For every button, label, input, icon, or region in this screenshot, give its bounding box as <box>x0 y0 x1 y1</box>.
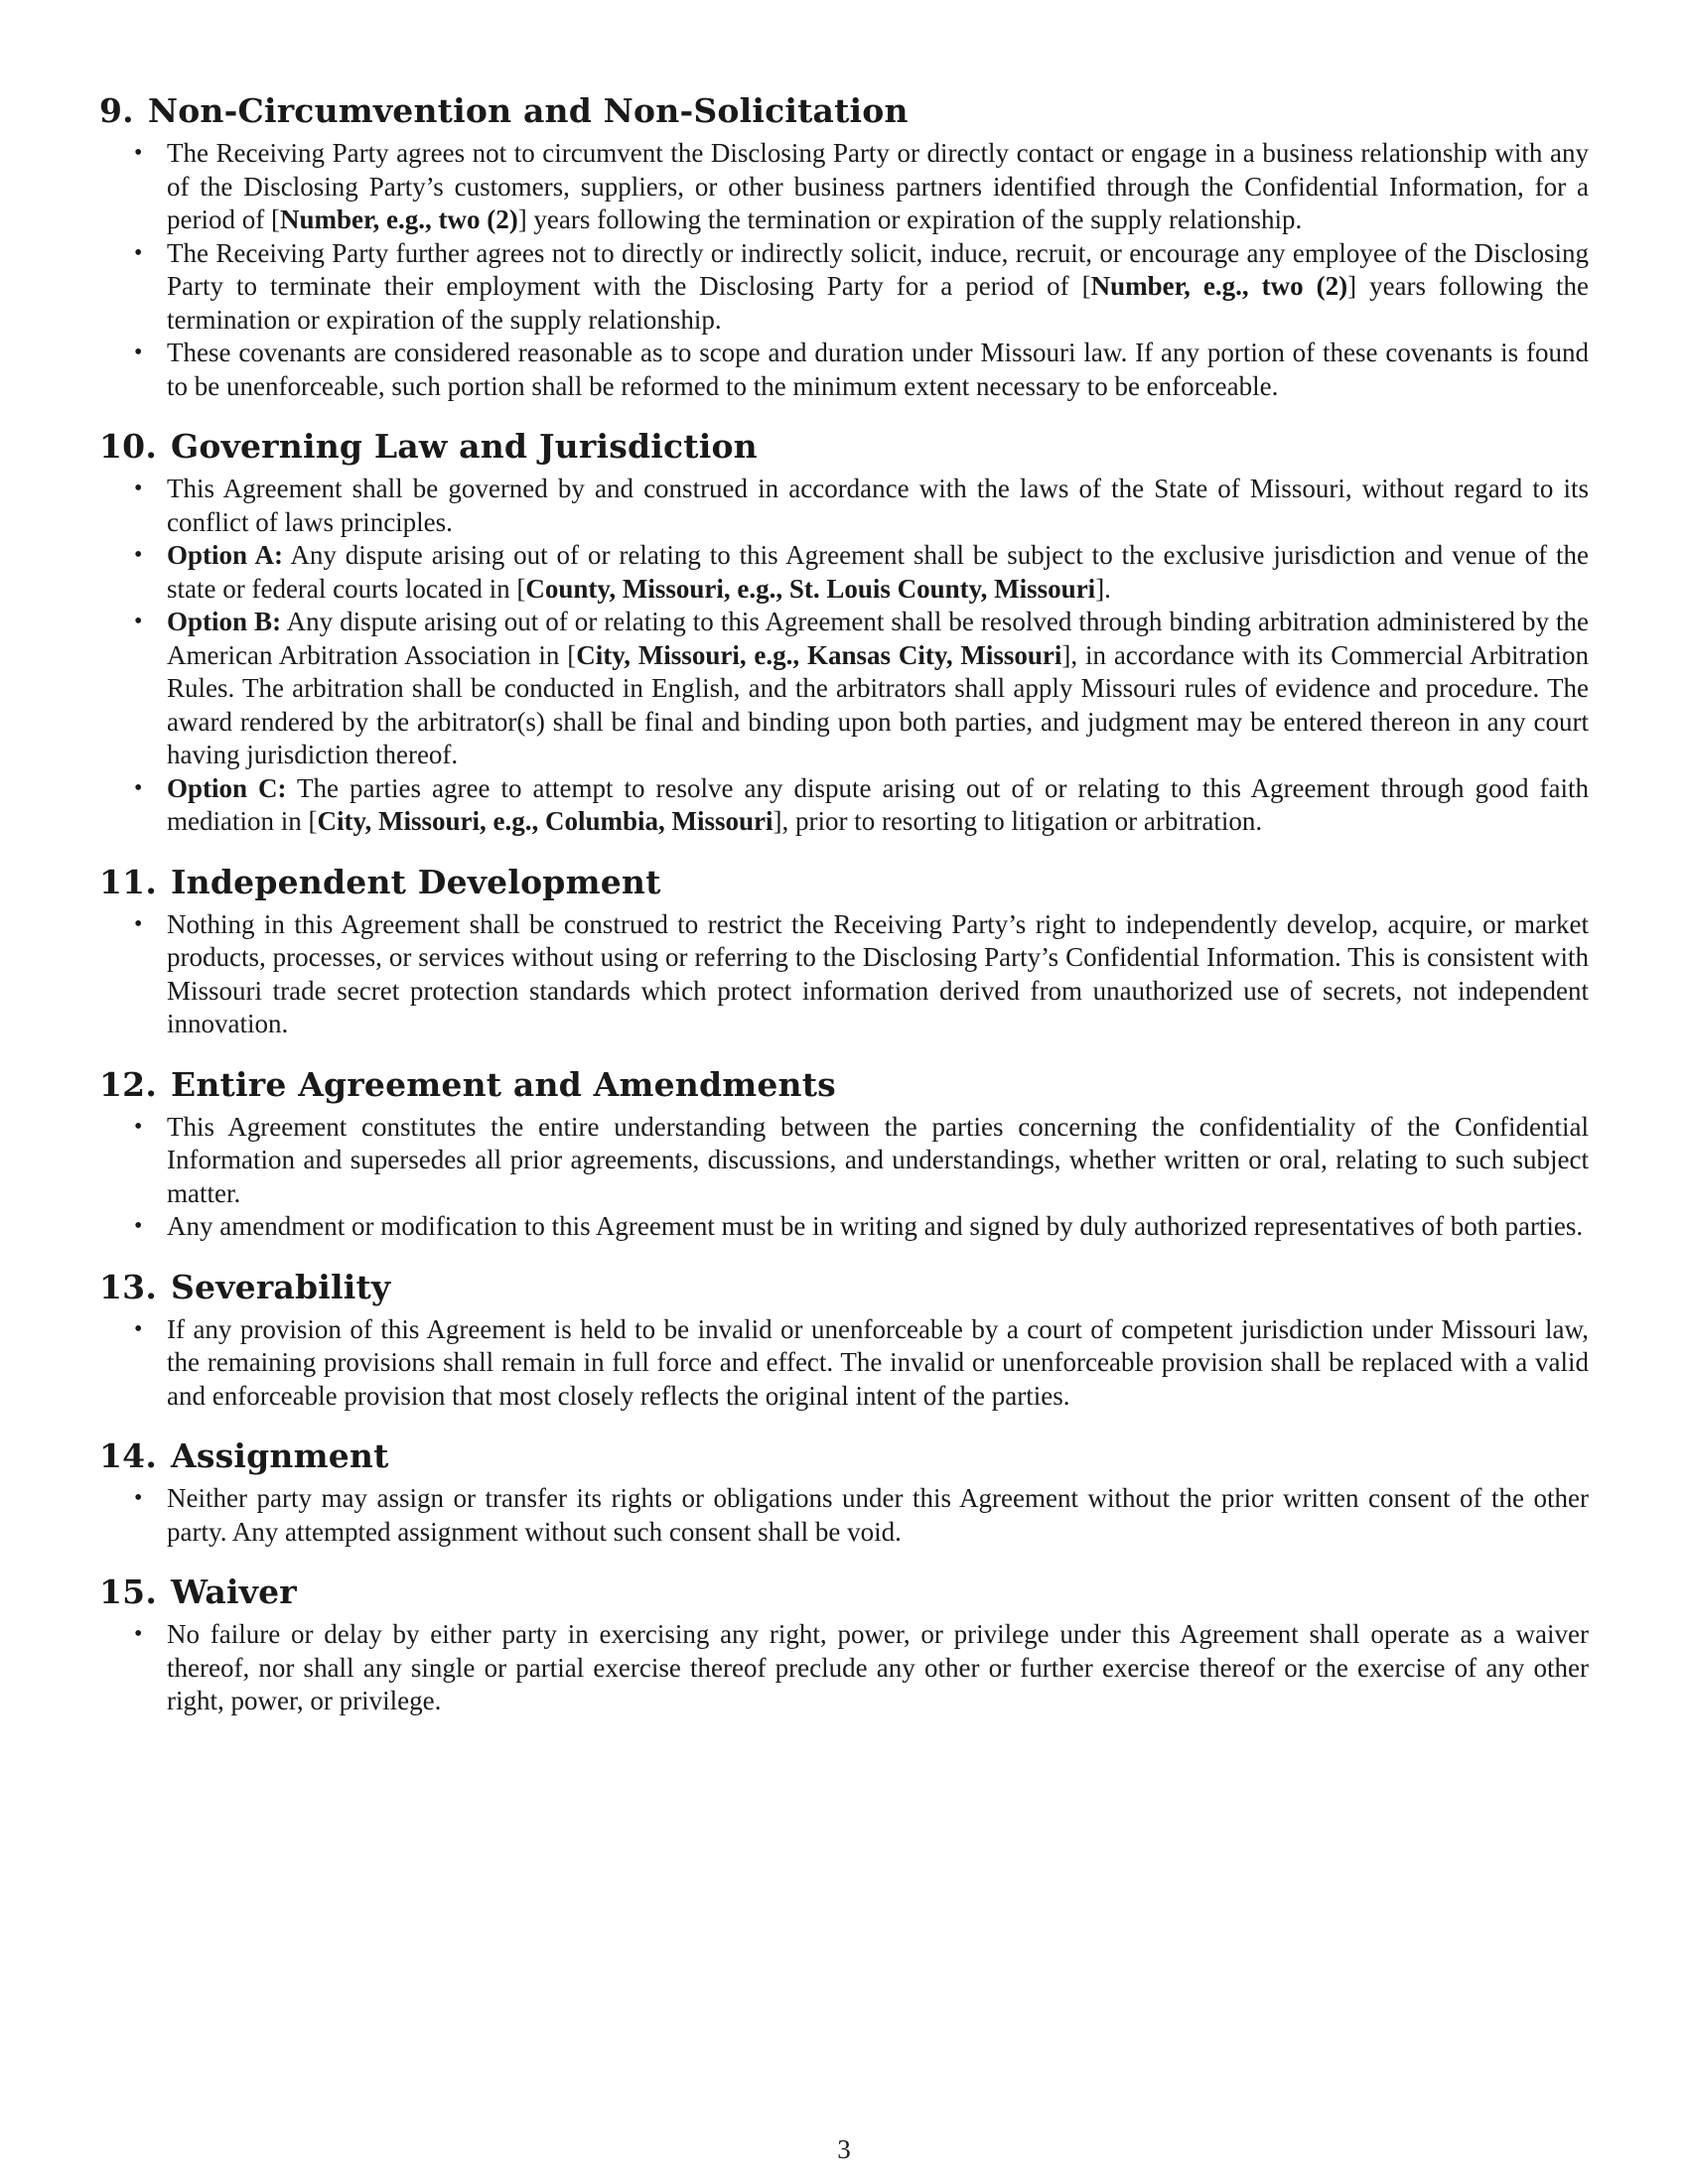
section-number: 15. <box>99 1572 158 1611</box>
clause-item <box>99 908 1589 1041</box>
clause-text: ], in accordance with its Commercial Arbitration Rules. The arbitration shall be conducted in English, and the arbitrators shall apply Missouri rules of evidence and procedure. The award rendered by the arbitrator(s) shall be final and binding upon both parties, and judgment may be entered thereon in any court having jurisdiction thereof. <box>167 639 1589 769</box>
page-number: 3 <box>837 2134 851 2164</box>
section-heading <box>99 1266 1589 1309</box>
section-heading <box>99 89 1589 133</box>
clause-emphasis: City, Missouri, e.g., Columbia, Missouri <box>317 806 774 836</box>
clause-emphasis: City, Missouri, e.g., Kansas City, Missouri <box>576 639 1062 670</box>
bullet-icon: • <box>134 774 143 801</box>
clause-text: Neither party may assign or transfer its rights or obligations under this Agreement without the prior written consent of the other party. Any attempted assignment without such consent shall be void. <box>167 1483 1589 1547</box>
clause-item <box>99 337 1589 403</box>
clause-emphasis: Option B: <box>167 607 282 636</box>
clause-item <box>99 237 1589 338</box>
section-title: Governing Law and Jurisdiction <box>171 427 758 466</box>
section <box>99 89 1589 403</box>
document-page <box>99 89 1589 1740</box>
section <box>99 1434 1589 1549</box>
section-number: 11. <box>99 862 158 901</box>
clause-text: No failure or delay by either party in exercising any right, power, or privilege under this Agreement shall operate as a waiver thereof, nor shall any single or partial exercise thereof preclude any other or further exercise thereof or the exercise of any other right, power, or privilege. <box>167 1619 1589 1715</box>
sections-container <box>99 89 1589 1718</box>
bullet-icon: • <box>134 476 143 501</box>
clause-emphasis: Option A: <box>167 540 283 570</box>
clause-text: If any provision of this Agreement is held to be invalid or unenforceable by a court of competent jurisdiction under Missouri law, the remaining provisions shall remain in full force and effect. The invalid or unenforceable provision shall be replaced with a valid and enforceable provision that most closely reflects the original intent of the parties. <box>167 1313 1589 1411</box>
clause-text: This Agreement shall be governed by and construed in accordance with the laws of the State of Missouri, without regard to its conflict of laws principles. <box>167 474 1589 537</box>
clause-text: Any dispute arising out of or relating to this Agreement shall be subject to the exclusive jurisdiction and venue of the state or federal courts located in [ <box>167 540 1589 604</box>
clause-text: The Receiving Party further agrees not to directly or indirectly solicit, induce, recruit, or encourage any employee of the Disclosing Party to terminate their employment with the Disclosing Party for a period of [ <box>167 237 1589 301</box>
section-title: Non-Circumvention and Non-Solicitation <box>147 91 909 130</box>
clause-list <box>99 1111 1589 1244</box>
clause-item <box>99 1618 1589 1718</box>
clause-text: ] years following the termination or expiration of the supply relationship. <box>517 205 1303 234</box>
clause-list <box>99 473 1589 839</box>
section-number: 13. <box>99 1267 158 1306</box>
clause-item <box>99 1210 1589 1244</box>
section <box>99 1266 1589 1414</box>
clause-item <box>99 1482 1589 1549</box>
clause-item <box>99 539 1589 606</box>
clause-list <box>99 137 1589 403</box>
section-title: Severability <box>171 1267 391 1306</box>
clause-emphasis: Number, e.g., two (2) <box>1090 271 1348 301</box>
section-number: 14. <box>99 1436 158 1475</box>
section-heading <box>99 425 1589 469</box>
clause-item <box>99 772 1589 839</box>
section-title: Waiver <box>171 1572 297 1611</box>
bullet-icon: • <box>134 1213 143 1239</box>
section-number: 10. <box>99 427 158 466</box>
bullet-icon: • <box>134 1315 143 1342</box>
clause-text: The parties agree to attempt to resolve any dispute arising out of or relating to this Agreement through good faith mediation in [ <box>167 772 1589 836</box>
clause-item <box>99 137 1589 237</box>
clause-emphasis: Option C: <box>167 772 287 803</box>
clause-item <box>99 1111 1589 1211</box>
section <box>99 861 1589 1041</box>
section <box>99 425 1589 839</box>
clause-text: ], prior to resorting to litigation or arbitration. <box>773 806 1263 836</box>
clause-text: This Agreement constitutes the entire understanding between the parties concerning the confidentiality of the Confidential Information and supersedes all prior agreements, discussions, and understandings, whether written or oral, relating to such subject matter. <box>167 1111 1589 1208</box>
bullet-icon: • <box>134 1621 143 1647</box>
bullet-icon: • <box>134 239 143 266</box>
section-number: 9. <box>99 91 134 130</box>
clause-emphasis: Number, e.g., two (2) <box>279 205 518 234</box>
section-heading <box>99 1063 1589 1107</box>
section <box>99 1570 1589 1718</box>
clause-list <box>99 1313 1589 1414</box>
bullet-icon: • <box>134 140 143 166</box>
section-title: Assignment <box>171 1436 389 1475</box>
section-heading <box>99 861 1589 904</box>
section-heading <box>99 1434 1589 1478</box>
section-number: 12. <box>99 1064 158 1104</box>
clause-list <box>99 1482 1589 1549</box>
bullet-icon: • <box>134 340 143 365</box>
clause-text: Any amendment or modification to this Agreement must be in writing and signed by duly authorized representatives of both parties. <box>167 1211 1584 1241</box>
bullet-icon: • <box>134 542 143 568</box>
bullet-icon: • <box>134 1113 143 1140</box>
bullet-icon: • <box>134 910 143 937</box>
bullet-icon: • <box>134 609 143 634</box>
section <box>99 1063 1589 1244</box>
clause-text: Nothing in this Agreement shall be construed to restrict the Receiving Party’s right to independently develop, acquire, or market products, processes, or services without using or referring to the Disclosing Party’s Confidential Information. This is consistent with Missouri trade secret protection standards which protect information derived from unauthorized use of secrets, not independent innovation. <box>167 908 1589 1038</box>
clause-list <box>99 1618 1589 1718</box>
clause-item <box>99 606 1589 772</box>
clause-text: ] years following the termination or expiration of the supply relationship. <box>167 271 1589 335</box>
clause-emphasis: County, Missouri, e.g., St. Louis County, Missouri <box>525 573 1096 604</box>
clause-item <box>99 473 1589 539</box>
section-title: Entire Agreement and Amendments <box>171 1064 836 1104</box>
clause-text: ]. <box>1095 573 1111 604</box>
section-title: Independent Development <box>171 862 661 901</box>
clause-item <box>99 1313 1589 1414</box>
clause-list <box>99 908 1589 1041</box>
bullet-icon: • <box>134 1485 143 1511</box>
section-heading <box>99 1570 1589 1614</box>
clause-text: The Receiving Party agrees not to circumvent the Disclosing Party or directly contact or engage in a business relationship with any of the Disclosing Party’s customers, suppliers, or other business partners identified through the Confidential Information, for a period of [ <box>167 138 1589 234</box>
clause-text: Any dispute arising out of or relating to this Agreement shall be resolved through binding arbitration administered by the American Arbitration Association in [ <box>167 607 1589 670</box>
clause-text: These covenants are considered reasonable as to scope and duration under Missouri law. If any portion of these covenants is found to be unenforceable, such portion shall be reformed to the minimum extent necessary to be enforceable. <box>167 338 1589 401</box>
